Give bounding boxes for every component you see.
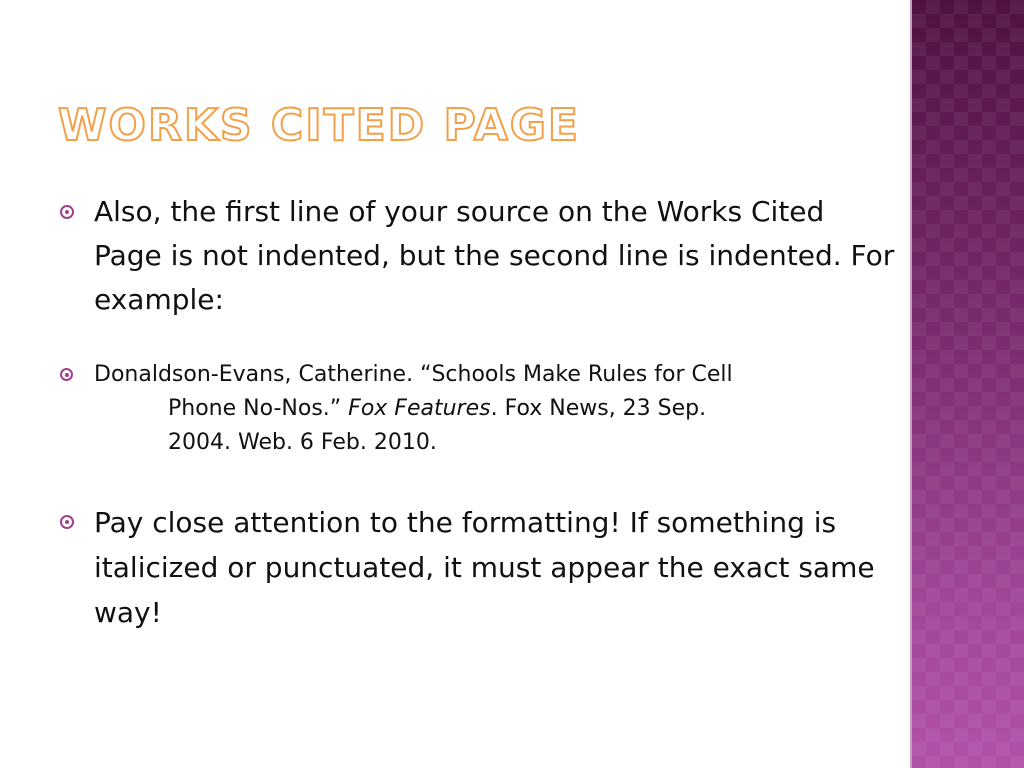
circle-bullet-icon [60,515,74,529]
citation-line-2-start: Phone No-Nos.” [168,396,349,421]
citation-line-2-end: . Fox News, 23 Sep. [490,396,707,421]
citation-line-2 [94,392,900,426]
citation-italic-title: Fox Features [348,396,491,421]
bullet-item-formatting-note [60,500,900,635]
citation-line-3: 2004. Web. 6 Feb. 2010. [168,430,437,455]
bullet-item-first-line-rule [60,190,900,322]
bullet-item-citation-example [60,358,900,460]
bullet-list [60,190,900,635]
bullet-text: Pay close attention to the formatting! If something is italicized or punctuated, it must appear the exact same way! [94,506,875,629]
bullet-text: Also, the first line of your source on the Works Cited Page is not indented, but the second line is indented. For example: [94,195,895,316]
slide-title: WORKS CITED PAGE [58,100,580,151]
circle-bullet-icon [60,368,73,381]
decorative-side-band [912,0,1024,768]
circle-bullet-icon [60,205,74,219]
citation-line-1: Donaldson-Evans, Catherine. “Schools Make Rules for Cell [94,362,733,387]
